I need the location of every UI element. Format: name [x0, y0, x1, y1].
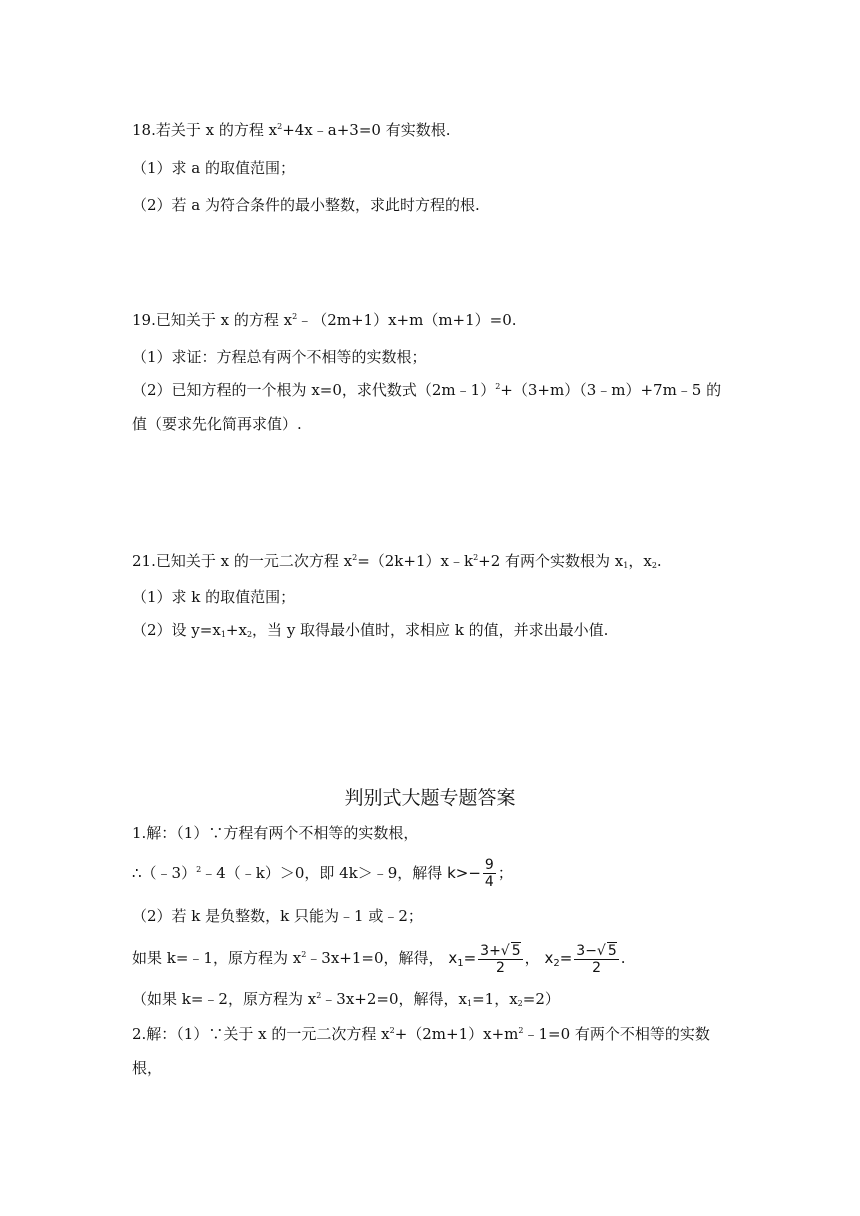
answer1-line3: （2）若 k 是负整数，k 只能为﹣1 或﹣2； [132, 907, 423, 925]
q19-part2: （2）已知方程的一个根为 x=0，求代数式（2m﹣1）$^2$+（3+m）（3﹣m）+7m﹣5 的 [132, 381, 722, 399]
answers-title: 判别式大题专题答案 [344, 787, 516, 809]
answer2-line2: 根， [132, 1059, 163, 1077]
q18-part1: （1）求 a 的取值范围； [132, 159, 296, 177]
root-x1: $x_1=$ $\frac{3+√ 5}{2}$ [448, 942, 521, 976]
answer2-line1: 2.解：（1）∵关于 x 的一元二次方程 $x^2+(2m+1)x+m^2﹣1=0$ 有两个不相等的实数 [132, 1025, 710, 1043]
q19-part1: （1）求证：方程总有两个不相等的实数根； [132, 348, 427, 366]
inequality-k: k>− $\frac{9}{4}$ [447, 857, 494, 890]
q19-part2-cont: 值（要求先化简再求值）. [132, 415, 302, 433]
q21-part1: （1）求 k 的取值范围； [132, 588, 296, 606]
answer1-line1: 1.解：（1）∵方程有两个不相等的实数根， [132, 824, 419, 842]
answer1-line5: （如果 k=﹣2，原方程为 $x^2﹣3x+2=0$，解得，$x_1=1$，$x_2=2$） [132, 990, 560, 1008]
root-x2: $x_2=$ $\frac{3-√ 5}{2}$ [544, 942, 617, 976]
q21-stem: 21.已知关于 x 的一元二次方程 $x^2=(2k+1)x﹣k^2+2$ 有两个实数根为 $x_1$，$x_2$. [132, 552, 662, 570]
q18-part2: （2）若 a 为符合条件的最小整数，求此时方程的根. [132, 196, 480, 214]
q18-stem: 18.若关于 x 的方程 $x^2+4x﹣a+3=0$ 有实数根. [132, 121, 451, 139]
answer1-line4: 如果 k=﹣1，原方程为 $x^2﹣3x+1=0$，解得， $x_1=$ $\frac{3+√ 5}{2}$ ， $x_2=$ $\frac{3-√ 5}{2}$ . [132, 942, 626, 976]
answer1-line2: ∴（﹣3）$^2$﹣4（﹣k）＞0，即 4k＞﹣9，解得 k>− $\frac{9}{4}$ ； [132, 857, 513, 890]
q21-part2: （2）设 $y=x_1+x_2$，当 y 取得最小值时，求相应 k 的值，并求出最小值. [132, 621, 609, 639]
q19-stem: 19.已知关于 x 的方程 $x^2﹣(2m+1)x+m(m+1)=0$. [132, 311, 517, 329]
